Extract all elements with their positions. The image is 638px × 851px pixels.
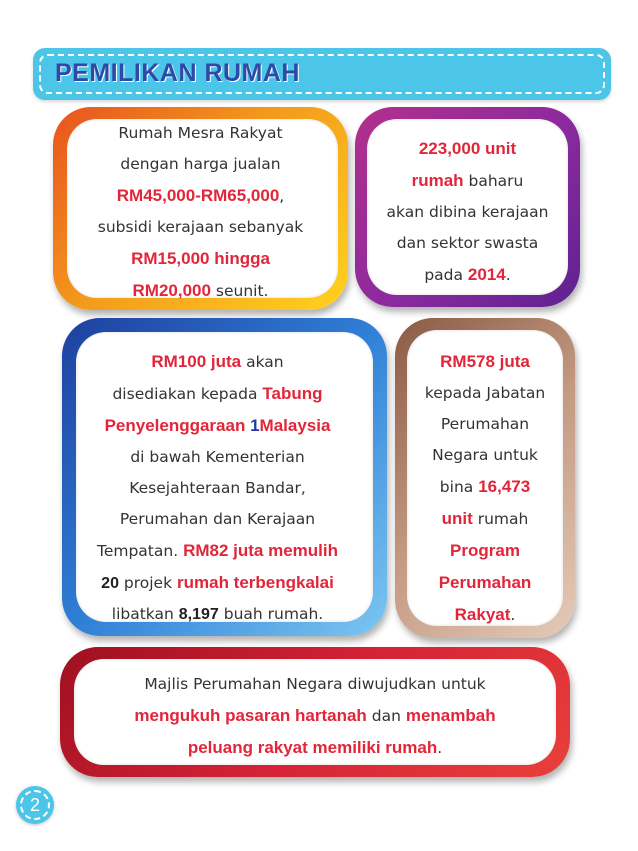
- card-rm100-juta: [62, 318, 387, 636]
- text-line: 20 projek rumah terbengkalai: [101, 573, 334, 592]
- page-number-badge: [16, 786, 54, 824]
- text-line: mengukuh pasaran hartanah dan menambah: [134, 706, 496, 725]
- card-text: [60, 669, 570, 764]
- page-number: 2: [20, 790, 50, 820]
- text-line: dengan harga jualan: [120, 155, 281, 173]
- text-line: Perumahan: [438, 573, 532, 592]
- 1malaysia-logo: 1: [250, 416, 260, 435]
- text-line: Kesejahteraan Bandar,: [129, 479, 306, 497]
- text-line: RM45,000-RM65,000,: [116, 186, 285, 205]
- text-line: rumah baharu: [411, 171, 524, 190]
- page-title: PEMILIKAN RUMAH: [55, 59, 300, 87]
- text-line: Program: [450, 541, 520, 560]
- header-banner: [33, 48, 611, 100]
- text-line: Rumah Mesra Rakyat: [118, 124, 283, 142]
- text-line: bina 16,473: [439, 477, 531, 496]
- card-223000-unit: [355, 107, 580, 307]
- text-line: subsidi kerajaan sebanyak: [97, 218, 304, 236]
- text-line: RM100 juta akan: [151, 352, 284, 371]
- text-line: RM578 juta: [440, 352, 530, 371]
- text-line: Rakyat.: [454, 605, 516, 624]
- text-line: Negara untuk: [432, 446, 538, 464]
- text-line: RM15,000 hingga: [131, 249, 270, 268]
- text-line: Tempatan. RM82 juta memulih: [97, 541, 338, 560]
- card-rumah-mesra-rakyat: [53, 107, 348, 310]
- text-line: disediakan kepada Tabung: [112, 384, 323, 403]
- text-line: libatkan 8,197 buah rumah.: [111, 605, 324, 623]
- text-line: Penyelenggaraan 1Malaysia: [104, 416, 331, 435]
- card-text: [355, 133, 580, 291]
- card-text: [53, 118, 348, 307]
- text-line: pada 2014.: [424, 265, 511, 284]
- text-line: akan dibina kerajaan: [386, 203, 549, 221]
- text-line: peluang rakyat memiliki rumah.: [187, 738, 443, 757]
- card-rm578-juta: [395, 318, 575, 638]
- text-line: Majlis Perumahan Negara diwujudkan untuk: [144, 675, 486, 693]
- card-text: [48, 346, 387, 630]
- text-line: Perumahan: [440, 415, 530, 433]
- text-line: Perumahan dan Kerajaan: [119, 510, 316, 528]
- text-line: RM20,000 seunit.: [132, 281, 269, 300]
- text-line: di bawah Kementerian: [130, 448, 305, 466]
- text-line: kepada Jabatan: [424, 384, 546, 402]
- text-line: 223,000 unit: [418, 139, 517, 158]
- card-text: [395, 346, 575, 631]
- text-line: dan sektor swasta: [396, 234, 539, 252]
- text-line: unit rumah: [441, 509, 529, 528]
- card-majlis-perumahan-negara: [60, 647, 570, 777]
